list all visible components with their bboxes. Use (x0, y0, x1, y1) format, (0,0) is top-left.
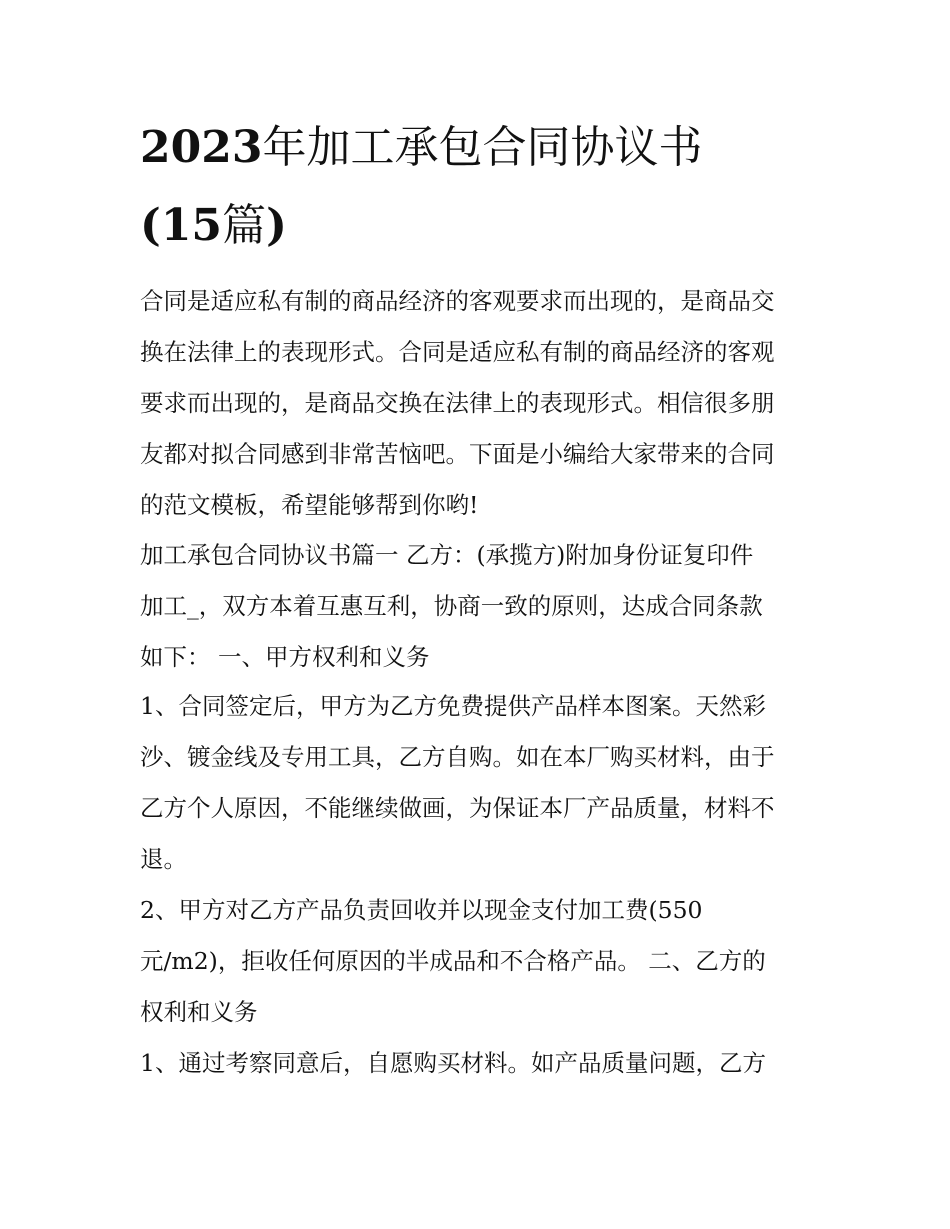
body-line: 1、合同签定后，甲方为乙方免费提供产品样本图案。天然彩 (140, 692, 766, 720)
title-count-close: ) (266, 200, 287, 251)
body-line: 元/m2)，拒收任何原因的半成品和不合格产品。 二、乙方的 (140, 947, 766, 975)
body-line: 退。 (140, 845, 187, 873)
body-line: 乙方个人原因，不能继续做画，为保证本厂产品质量，材料不 (140, 794, 775, 822)
title-count-unit: 篇 (222, 200, 267, 251)
title-year: 2023 (140, 122, 263, 173)
body-line: 加工_，双方本着互惠互利，协商一致的原则，达成合同条款 (140, 592, 763, 620)
body-line: 如下： 一、甲方权利和义务 (140, 643, 430, 671)
body-line: 2、甲方对乙方产品负责回收并以现金支付加工费(550 (140, 896, 703, 924)
body-line: 友都对拟合同感到非常苦恼吧。下面是小编给大家带来的合同 (140, 440, 775, 468)
document-title-line-1 (140, 118, 702, 178)
title-count-open: (15 (140, 200, 223, 251)
body-line: 换在法律上的表现形式。合同是适应私有制的商品经济的客观 (140, 338, 775, 366)
body-line: 1、通过考察同意后，自愿购买材料。如产品质量问题，乙方 (140, 1049, 766, 1077)
body-line: 的范文模板，希望能够帮到你哟! (140, 491, 479, 519)
title-text: 年加工承包合同协议书 (262, 122, 703, 173)
body-line: 加工承包合同协议书篇一 乙方：(承揽方)附加身份证复印件 (140, 541, 754, 569)
body-line: 要求而出现的，是商品交换在法律上的表现形式。相信很多朋 (140, 389, 775, 417)
document-title-line-2 (140, 196, 287, 256)
body-line: 权利和义务 (140, 998, 258, 1026)
body-line: 沙、镀金线及专用工具，乙方自购。如在本厂购买材料，由于 (140, 743, 775, 771)
body-line: 合同是适应私有制的商品经济的客观要求而出现的，是商品交 (140, 287, 775, 315)
